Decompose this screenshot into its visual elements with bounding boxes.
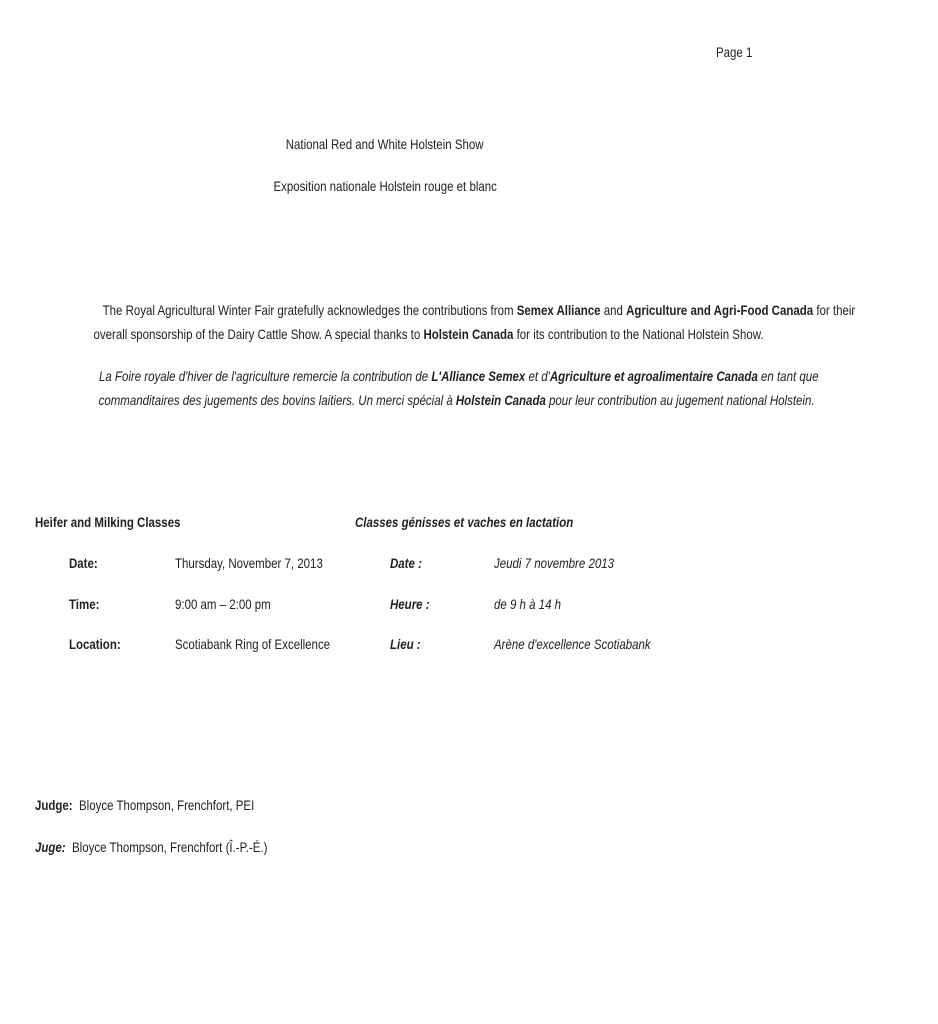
judge-value-en: Bloyce Thompson, Frenchfort, PEI (79, 797, 255, 813)
ack-fr-text: pour leur contribution au jugement national Holstein. (545, 392, 815, 408)
ack-fr-text: commanditaires des jugements des bovins laitiers. Un merci spécial à (98, 392, 456, 408)
ack-en-text: and (600, 302, 627, 318)
sponsor-aafc-fr: Agriculture et agroalimentaire Canada (549, 368, 758, 384)
time-label-fr: Heure : (390, 596, 430, 612)
acknowledgement-fr-line-1 (20, 364, 819, 388)
time-label-en: Time: (69, 596, 100, 612)
title-fr-text: Exposition nationale Holstein rouge et blanc (273, 178, 497, 194)
date-value-en: Thursday, November 7, 2013 (175, 555, 323, 571)
sponsor-holstein-canada: Holstein Canada (423, 326, 514, 342)
classes-heading-en: Heifer and Milking Classes (35, 514, 181, 530)
ack-en-text: overall sponsorship of the Dairy Cattle Show. A special thanks to (93, 326, 424, 342)
acknowledgement-fr-line-2 (20, 388, 815, 412)
date-value-fr: Jeudi 7 novembre 2013 (494, 555, 614, 571)
judge-label-fr: Juge: (35, 839, 66, 855)
judge-label-en: Judge: (35, 797, 73, 813)
ack-fr-text: en tant que (757, 368, 819, 384)
page-number: Page 1 (715, 44, 752, 60)
ack-fr-text: et d' (525, 368, 550, 384)
date-label-en: Date: (69, 555, 98, 571)
location-value-en: Scotiabank Ring of Excellence (175, 636, 331, 652)
judge-fr (35, 839, 267, 855)
judge-en (35, 797, 254, 813)
location-label-en: Location: (69, 636, 121, 652)
title-fr (0, 178, 770, 194)
acknowledgement-fr (20, 364, 819, 412)
sponsor-holstein-canada-fr: Holstein Canada (455, 392, 546, 408)
ack-en-text: for its contribution to the National Holstein Show. (513, 326, 764, 342)
title-en (0, 136, 770, 152)
acknowledgement-en-line-2 (20, 322, 764, 346)
sponsor-semex: Semex Alliance (516, 302, 601, 318)
sponsor-aafc: Agriculture and Agri-Food Canada (626, 302, 814, 318)
time-value-fr: de 9 h à 14 h (494, 596, 562, 612)
ack-en-text: The Royal Agricultural Winter Fair gratefully acknowledges the contributions from (102, 302, 517, 318)
judge-value-fr: Bloyce Thompson, Frenchfort (Î.-P.-É.) (72, 839, 268, 855)
location-value-fr: Arène d'excellence Scotiabank (494, 636, 651, 652)
classes-heading-fr: Classes génisses et vaches en lactation (355, 514, 574, 530)
time-value-en: 9:00 am – 2:00 pm (175, 596, 271, 612)
date-label-fr: Date : (390, 555, 422, 571)
acknowledgement-en-line-1 (20, 298, 856, 322)
ack-fr-text: La Foire royale d'hiver de l'agriculture remercie la contribution de (98, 368, 432, 384)
sponsor-semex-fr: L'Alliance Semex (431, 368, 526, 384)
acknowledgement-en (20, 298, 856, 346)
title-en-text: National Red and White Holstein Show (286, 136, 484, 152)
ack-en-text: for their (813, 302, 856, 318)
location-label-fr: Lieu : (390, 636, 421, 652)
